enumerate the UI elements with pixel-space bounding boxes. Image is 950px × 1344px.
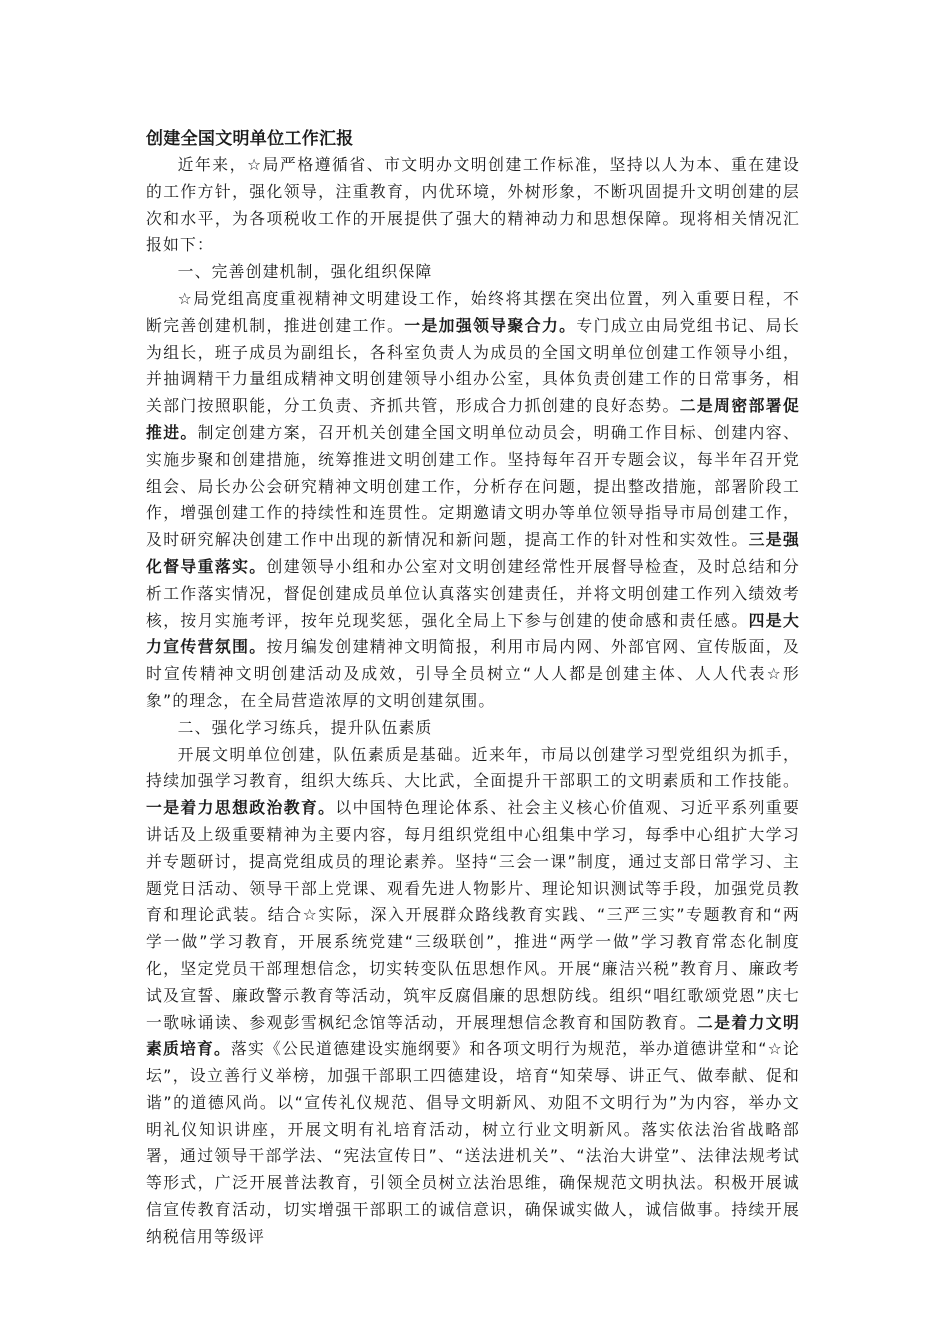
bold-point-1: 一是加强领导聚合力。 (404, 315, 577, 335)
section-2-paragraph (146, 742, 800, 1251)
text-segment: 专门成立由局党组书记、局长为组长，班子成员为副组长，各科室负责人为成员的全国文明单位创建工作领导小组，并抽调精干力量组成精神文明创建领导小组办公室，具体负责创建工作的日常事务，相关部门按照职能，分工负责、齐抓共管，形成合力抓创建的良好态势。 (146, 315, 800, 416)
document-title: 创建全国文明单位工作汇报 (146, 129, 354, 149)
section-1-paragraph (146, 286, 800, 715)
text-segment: 制定创建方案，召开机关创建全国文明单位动员会，明确工作目标、创建内容、实施步聚和创建措施，统筹推进文明创建工作。坚持每年召开专题会议，每半年召开党组会、局长办公会研究精神文明创建工作，分析存在问题，提出整改措施，部署阶段工作，增强创建工作的持续性和连贯性。定期邀请文明办等单位领导指导市局创建工作，及时研究解决创建工作中出现的新情况和新问题，提高工作的针对性和实效性。 (146, 422, 800, 550)
section-1-heading: 一、完善创建机制，强化组织保障 (177, 262, 433, 282)
intro-paragraph: 近年来，☆局严格遵循省、市文明办文明创建工作标准，坚持以人为本、重在建设的工作方针，强化领导，注重教育，内优环境，外树形象，不断巩固提升文明创建的层次和水平，为各项税收工作的开展提供了强大的精神动力和思想保障。现将相关情况汇报如下： (146, 155, 800, 255)
section-2-heading: 二、强化学习练兵，提升队伍素质 (177, 717, 433, 737)
text-segment: 按月编发创建精神文明简报，利用市局内网、外部官网、宣传版面，及时宣传精神文明创建活动及成效，引导全员树立“人人都是创建主体、人人代表☆形象”的理念，在全局营造浓厚的文明创建氛围。 (146, 637, 800, 710)
bold-point-4: 四是大力宣传营氛围。 (146, 610, 800, 657)
bold-point-3: 三是强化督导重落实。 (146, 530, 800, 576)
text-segment: ☆局党组高度重视精神文明建设工作，始终将其摆在突出位置，列入重要日程，不断完善创建机制，推进创建工作。 (146, 288, 800, 335)
document-page (146, 126, 800, 1251)
bold-point-1: 一是着力思想政治教育。 (146, 798, 336, 818)
text-segment: 以中国特色理论体系、社会主义核心价值观、习近平系列重要讲话及上级重要精神为主要内容，每月组织党组中心组集中学习，每季中心组扩大学习并专题研讨，提高党组成员的理论素养。坚持“三会一课”制度，通过支部日常学习、主题党日活动、领导干部上党课、观看先进人物影片、理论知识测试等手段，加强党员教育和理论武装。结合☆实际，深入开展群众路线教育实践、“三严三实”专题教育和“两学一做”学习教育，开展系统党建“三级联创”，推进“两学一做”学习教育常态化制度化，坚定党员干部理想信念，切实转变队伍思想作风。开展“廉洁兴税”教育月、廉政考试及宣誓、廉政警示教育等活动，筑牢反腐倡廉的思想防线。组织“唱红歌颂党恩”庆七一歌咏诵读、参观彭雪枫纪念馆等活动，开展理想信念教育和国防教育。 (146, 798, 801, 1032)
text-segment: 创建领导小组和办公室对文明创建经常性开展督导检查，及时总结和分析工作落实情况，督促创建成员单位认真落实创建责任，并将文明创建工作列入绩效考核，按月实施考评，按年兑现奖惩，强化全局上下参与创建的使命感和责任感。 (146, 556, 800, 630)
text-segment: 开展文明单位创建，队伍素质是基础。近来年，市局以创建学习型党组织为抓手，持续加强学习教育，组织大练兵、大比武，全面提升干部职工的文明素质和工作技能。 (146, 744, 800, 791)
bold-point-2: 二是着力文明素质培育。 (146, 1012, 800, 1059)
text-segment: 落实《公民道德建设实施纲要》和各项文明行为规范，举办道德讲堂和“☆论坛”，设立善行义举榜，加强干部职工四德建设，培育“知荣辱、讲正气、做奉献、促和谐”的道德风尚。以“宣传礼仪规范、倡导文明新风、劝阻不文明行为”为内容，举办文明礼仪知识讲座，开展文明有礼培育活动，树立行业文明新风。落实依法治省战略部署，通过领导干部学法、“宪法宣传日”、“送法进机关”、“法治大讲堂”、法律法规考试等形式，广泛开展普法教育，引领全员树立法治思维，确保规范文明执法。积极开展诚信宣传教育活动，切实增强干部职工的诚信意识，确保诚实做人，诚信做事。持续开展纳税信用等级评 (146, 1039, 800, 1246)
bold-point-2: 二是周密部署促推进。 (146, 396, 800, 442)
